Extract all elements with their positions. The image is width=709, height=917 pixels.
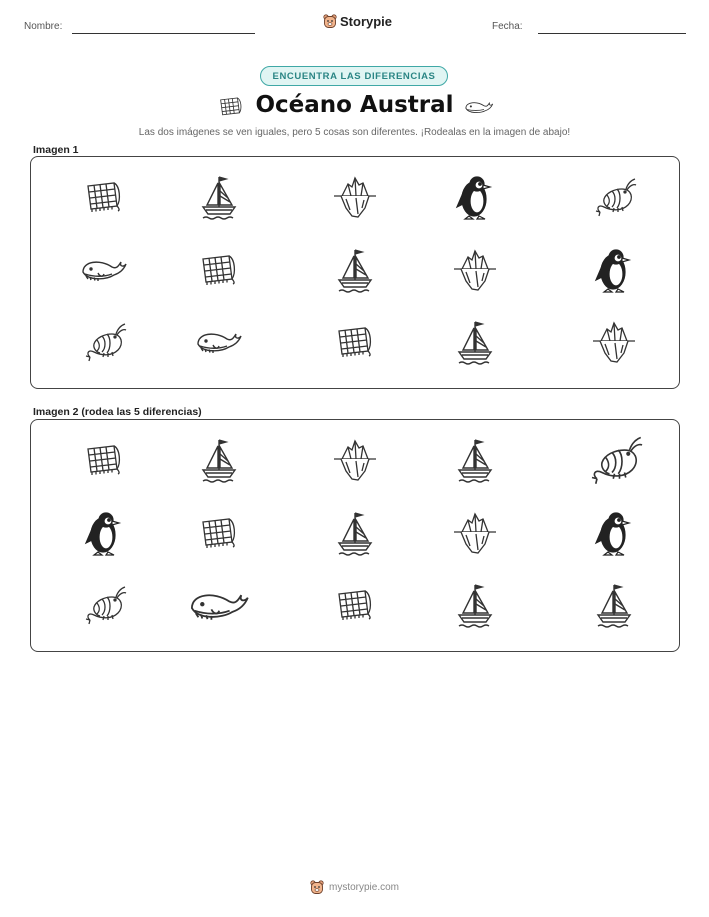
sailboat-icon — [335, 247, 375, 293]
blanket-icon[interactable] — [199, 516, 239, 550]
blanket-icon[interactable] — [84, 443, 124, 477]
image-1-panel — [30, 156, 680, 389]
iceberg-icon[interactable] — [332, 437, 378, 483]
blanket-icon[interactable] — [335, 588, 375, 622]
penguin-icon — [594, 246, 634, 294]
blanket-icon — [84, 180, 124, 214]
date-field[interactable] — [538, 33, 686, 34]
shrimp-icon[interactable] — [587, 435, 642, 485]
sailboat-icon[interactable] — [335, 510, 375, 556]
penguin-icon — [455, 173, 495, 221]
shrimp-icon[interactable] — [82, 585, 126, 625]
image-2-panel[interactable] — [30, 419, 680, 652]
sailboat-icon[interactable] — [455, 582, 495, 628]
sailboat-icon[interactable] — [199, 437, 239, 483]
sailboat-icon[interactable] — [594, 582, 634, 628]
page-title: Océano Austral — [255, 92, 454, 118]
date-label: Fecha: — [492, 21, 523, 32]
name-field[interactable] — [72, 33, 255, 34]
penguin-icon[interactable] — [594, 509, 634, 557]
sailboat-icon[interactable] — [455, 437, 495, 483]
sailboat-icon — [455, 319, 495, 365]
iceberg-icon — [452, 247, 498, 293]
whale-icon — [80, 255, 128, 285]
blanket-icon — [335, 325, 375, 359]
instructions-text: Las dos imágenes se ven iguales, pero 5 cosas son diferentes. ¡Rodealas en la imagen de abajo! — [138, 127, 571, 138]
iceberg-icon — [332, 174, 378, 220]
section-2-label: Imagen 2 (rodea las 5 diferencias) — [33, 406, 202, 418]
whale-icon — [195, 327, 243, 357]
iceberg-icon — [591, 319, 637, 365]
whale-icon — [464, 98, 494, 121]
shrimp-icon — [82, 322, 126, 362]
penguin-icon[interactable] — [84, 509, 124, 557]
footer-url: mystorypie.com — [328, 882, 399, 893]
name-label: Nombre: — [24, 21, 63, 32]
shrimp-icon — [592, 177, 636, 217]
section-1-label: Imagen 1 — [33, 144, 79, 156]
bear-logo-icon — [310, 880, 324, 895]
blanket-icon — [199, 253, 239, 287]
whale-icon[interactable] — [188, 586, 250, 625]
footer — [0, 880, 709, 895]
iceberg-icon[interactable] — [452, 510, 498, 556]
brand-logo — [323, 14, 392, 29]
sailboat-icon — [199, 174, 239, 220]
brand-name: Storypie — [340, 14, 393, 29]
bear-logo-icon — [323, 14, 337, 29]
activity-badge: ENCUENTRA LAS DIFERENCIAS — [260, 66, 448, 86]
